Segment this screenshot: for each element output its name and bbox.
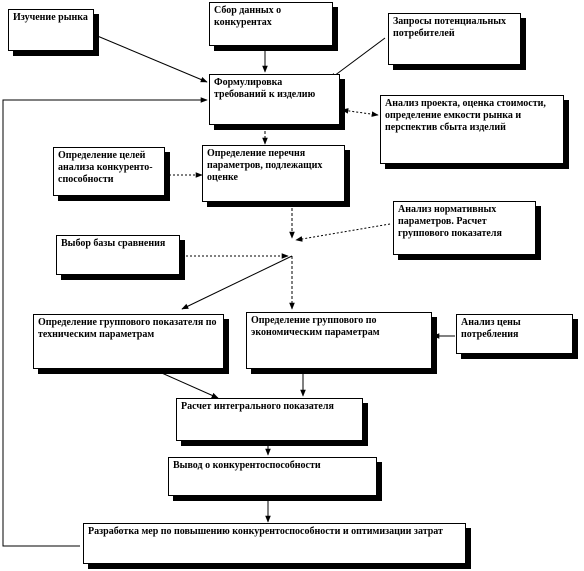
market-study-box bbox=[8, 9, 94, 51]
econ-group-index-label: Определение группового по экономическим параметрам bbox=[251, 315, 380, 338]
goals-box bbox=[53, 147, 165, 196]
comparison-base-box bbox=[56, 235, 180, 275]
goals-label: Определение целей анализа конкуренто-способности bbox=[58, 150, 153, 185]
parameters-list-box bbox=[202, 145, 345, 202]
consumption-price-label: Анализ цены потребления bbox=[461, 317, 521, 340]
tech-group-index-box bbox=[33, 314, 224, 369]
consumer-requests-label: Запросы потенциальных потребителей bbox=[393, 16, 507, 39]
requirements-label: Формулировка требований к изделию bbox=[214, 77, 316, 100]
competitor-data-label: Сбор данных о конкурентах bbox=[214, 5, 282, 28]
requirements-box bbox=[209, 74, 340, 125]
measures-box bbox=[83, 523, 466, 564]
tech-group-index-label: Определение группового показателя по техническим параметрам bbox=[38, 317, 217, 340]
normative-analysis-box bbox=[393, 201, 536, 255]
consumer-requests-box bbox=[388, 13, 521, 65]
consumption-price-box bbox=[456, 314, 573, 354]
arrow-market-to-requirements bbox=[95, 35, 207, 82]
market-study-label: Изучение рынка bbox=[13, 12, 88, 23]
arrow-tech-to-integral bbox=[155, 370, 218, 398]
integral-index-box bbox=[176, 398, 363, 441]
econ-group-index-box bbox=[246, 312, 432, 369]
conclusion-label: Вывод о конкурентоспособности bbox=[173, 460, 321, 471]
parameters-list-label: Определение перечня параметров, подлежащих оценке bbox=[207, 148, 323, 183]
normative-analysis-label: Анализ нормативных параметров. Расчет группового показателя bbox=[398, 204, 502, 239]
competitor-data-box bbox=[209, 2, 333, 46]
arrow-project-analysis-requirements bbox=[342, 110, 378, 115]
comparison-base-label: Выбор базы сравнения bbox=[61, 238, 166, 249]
project-analysis-box bbox=[380, 95, 564, 164]
arrow-requests-to-requirements bbox=[330, 38, 385, 79]
arrow-normative-to-junction bbox=[296, 224, 390, 240]
arrow-junction-to-tech bbox=[182, 256, 292, 309]
project-analysis-label: Анализ проекта, оценка стоимости, определение емкости рынка и перспектив сбыта изделий bbox=[385, 98, 546, 133]
conclusion-box bbox=[168, 457, 377, 496]
measures-label: Разработка мер по повышению конкурентоспособности и оптимизации затрат bbox=[88, 526, 443, 537]
integral-index-label: Расчет интегрального показателя bbox=[181, 401, 334, 412]
